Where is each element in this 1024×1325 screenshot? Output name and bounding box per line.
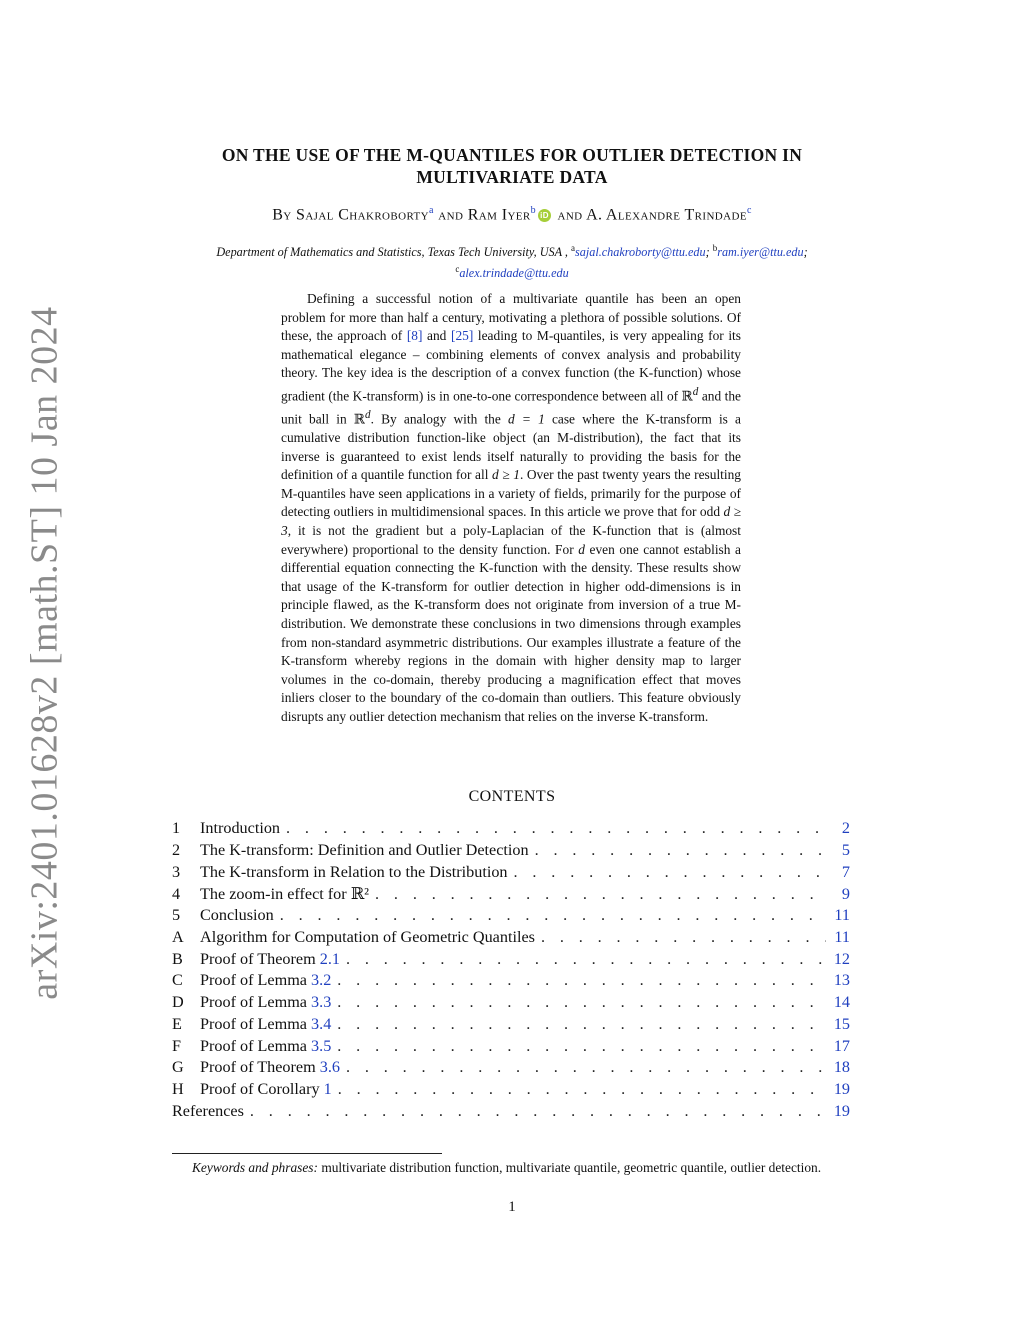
toc-page-link[interactable]: 9 xyxy=(841,885,850,904)
toc-number: A xyxy=(172,927,184,946)
author-chakroborty: Sajal Chakroborty xyxy=(296,206,430,224)
toc-label[interactable]: Algorithm for Computation of Geometric Quantiles xyxy=(200,927,535,946)
and-label: and xyxy=(557,206,583,224)
toc-entry[interactable] xyxy=(172,1058,850,1080)
toc-entry[interactable] xyxy=(172,1102,850,1124)
email-trindade[interactable]: alex.trindade@ttu.edu xyxy=(459,266,569,281)
math-d: d xyxy=(365,409,371,422)
toc-page-link[interactable]: 11 xyxy=(834,906,850,924)
toc-ref-link[interactable]: 3.3 xyxy=(311,993,332,1011)
toc-entry[interactable] xyxy=(172,819,850,841)
toc-leader-dots xyxy=(337,1037,826,1056)
citation-25[interactable]: [25] xyxy=(450,328,474,344)
arxiv-id: arXiv:2401.01628v2 [math.ST] 10 Jan 2024 xyxy=(24,305,66,1000)
toc-page-link[interactable]: 19 xyxy=(833,1101,850,1120)
toc-ref-link[interactable]: 3.5 xyxy=(311,1036,332,1055)
toc-number: 5 xyxy=(172,906,181,924)
email-chakroborty[interactable]: sajal.chakroborty@ttu.edu xyxy=(575,245,706,260)
affil-sup-a: a xyxy=(571,243,576,253)
toc-leader-dots xyxy=(337,971,826,990)
title-line-2: MULTIVARIATE DATA xyxy=(416,167,608,187)
math-d: d xyxy=(578,541,585,557)
citation-8[interactable]: [8] xyxy=(406,328,423,344)
arxiv-watermark xyxy=(14,305,76,1000)
toc-entry[interactable] xyxy=(172,950,850,972)
affil-marker-a[interactable]: a xyxy=(429,205,434,216)
abstract-text: . Over the past twenty years the resulting M-quantiles have seen applications in a variety of fields, primarily for the purpose of detecting outliers in multidimensional spaces. In this article we prove that for odd xyxy=(281,467,741,520)
toc-entry[interactable] xyxy=(172,928,850,950)
toc-label[interactable]: Proof of Lemma 3.2 xyxy=(200,971,332,990)
toc-number: 2 xyxy=(172,840,181,859)
toc-entry[interactable] xyxy=(172,906,850,928)
author-iyer: Ram Iyer xyxy=(467,206,531,224)
toc-entry[interactable] xyxy=(172,993,850,1015)
math-d-geq-3: d ≥ 3 xyxy=(281,504,741,539)
by-label: By xyxy=(272,206,292,224)
author-line xyxy=(160,205,864,224)
toc-leader-dots xyxy=(514,863,826,882)
toc-entry[interactable] xyxy=(172,841,850,863)
title-line-1: ON THE USE OF THE M-QUANTILES FOR OUTLIER DETECTION IN xyxy=(221,145,803,165)
keywords-label: Keywords and phrases: xyxy=(192,1160,318,1175)
affil-sup-b: b xyxy=(712,243,718,253)
toc-leader-dots xyxy=(535,841,826,860)
author-trindade: A. Alexandre Trindade xyxy=(586,206,747,224)
toc-label[interactable]: The K-transform: Definition and Outlier Detection xyxy=(200,840,529,859)
toc-label[interactable]: References xyxy=(172,1101,244,1120)
orcid-icon[interactable]: iD xyxy=(538,209,551,222)
toc-ref-link[interactable]: 3.4 xyxy=(311,1014,332,1033)
toc-ref-link[interactable]: 3.2 xyxy=(311,971,332,990)
toc-leader-dots xyxy=(541,928,826,947)
toc-page-link[interactable]: 15 xyxy=(833,1014,850,1033)
math-rd: ℝ xyxy=(681,388,693,404)
toc-leader-dots xyxy=(346,950,826,969)
toc-number: 3 xyxy=(172,862,181,881)
toc-label[interactable]: Conclusion xyxy=(200,906,274,924)
toc-label[interactable]: Proof of Corollary 1 xyxy=(200,1080,332,1098)
toc-leader-dots xyxy=(337,993,826,1012)
abstract-text: leading to M-quantiles, is very appealing for its mathematical elegance – combining elements of convex analysis and probability theory. The key idea is the description of a convex function (the K-function) whose gradient (the K-transform) is in one-to-one correspondence between all of xyxy=(281,328,741,404)
toc-entry[interactable] xyxy=(172,1015,850,1037)
toc-page-link[interactable]: 17 xyxy=(833,1036,850,1055)
toc-page-link[interactable]: 13 xyxy=(833,971,850,990)
toc-number: 4 xyxy=(172,885,181,904)
toc-entry[interactable] xyxy=(172,971,850,993)
email-iyer[interactable]: ram.iyer@ttu.edu xyxy=(717,245,804,260)
toc-label[interactable]: Proof of Theorem 3.6 xyxy=(200,1058,340,1077)
toc-leader-dots xyxy=(337,1015,826,1034)
toc-page-link[interactable]: 14 xyxy=(833,993,850,1011)
separator: ; xyxy=(803,245,808,260)
toc-label[interactable]: Introduction xyxy=(200,819,281,837)
math-d-eq-1: d = 1 xyxy=(507,411,545,427)
toc-leader-dots xyxy=(346,1058,826,1077)
toc-label[interactable]: Proof of Theorem 2.1 xyxy=(200,949,340,968)
toc-number: E xyxy=(172,1014,182,1033)
abstract-paragraph xyxy=(281,290,741,727)
abstract-text: and the unit ball in xyxy=(281,388,741,427)
affiliation xyxy=(172,240,852,282)
abstract-text: Defining a successful notion of a multivariate quantile has been an open problem for more than half a century, motivating a plethora of possible solutions. Of these, the approach of xyxy=(281,291,741,344)
abstract-text: , it is not the gradient but a poly-Laplacian of the K-function that is (almost everywhere) proportional to the density function. For xyxy=(281,523,741,557)
math-d: d xyxy=(692,385,699,398)
toc-page-link[interactable]: 2 xyxy=(841,819,850,837)
toc-number: D xyxy=(172,993,184,1011)
toc-label[interactable]: Proof of Lemma 3.3 xyxy=(200,993,332,1011)
math-d-geq-1: d ≥ 1 xyxy=(492,467,520,483)
affil-marker-c[interactable]: c xyxy=(746,205,752,216)
toc-number: C xyxy=(172,971,183,990)
toc-page-link[interactable]: 7 xyxy=(841,862,850,881)
toc-label[interactable]: The K-transform in Relation to the Distribution xyxy=(200,862,508,881)
page-number: 1 xyxy=(508,1199,516,1215)
abstract-text: even one cannot establish a differential equation connecting the K-function with the density. These results show that usage of the K-transform for outlier detection in higher odd-dimensions is in principle flawed, as the K-transform does not originate from inversion of a true M-distribution. We demonstrate these conclusions in two dimensions through examples from non-standard asymmetric distributions. Our examples illustrate a feature of the K-transform whereby regions in the domain with higher density map to larger volumes in the co-domain, thereby producing a magnification effect that moves inliers closer to the boundary of the co-domain than outliers. This feature obviously disrupts any outlier detection mechanism that relies on the inverse K-transform. xyxy=(281,541,741,724)
toc-leader-dots xyxy=(286,819,826,838)
toc-page-link[interactable]: 19 xyxy=(833,1080,850,1098)
affil-sup-c: c xyxy=(455,264,460,275)
toc-label[interactable]: Proof of Lemma 3.4 xyxy=(200,1014,332,1033)
toc-entry[interactable] xyxy=(172,884,850,906)
toc-leader-dots xyxy=(375,885,826,904)
footnote-rule xyxy=(172,1153,442,1154)
toc-ref-link[interactable]: 1 xyxy=(323,1080,332,1098)
separator: ; xyxy=(705,245,710,260)
abstract-text: . By analogy with the xyxy=(370,411,508,427)
toc-page-link[interactable]: 5 xyxy=(841,840,850,859)
math-rd: ℝ xyxy=(353,411,365,427)
abstract-text: and xyxy=(422,328,451,344)
toc-number: G xyxy=(172,1058,184,1077)
toc-label[interactable]: The zoom-in effect for ℝ² xyxy=(200,885,370,904)
toc-number: F xyxy=(172,1036,182,1055)
department: Department of Mathematics and Statistics, Texas Tech University, USA , xyxy=(216,245,568,260)
affil-marker-b[interactable]: b xyxy=(530,205,537,216)
contents-heading: CONTENTS xyxy=(468,788,556,805)
paper-title xyxy=(180,144,844,188)
toc-entry[interactable] xyxy=(172,863,850,885)
toc-number: B xyxy=(172,949,183,968)
toc-entry[interactable] xyxy=(172,1080,850,1102)
keywords-footnote xyxy=(172,1158,850,1177)
toc-ref-link[interactable]: 3.6 xyxy=(319,1058,340,1077)
toc-page-link[interactable]: 11 xyxy=(834,927,850,946)
toc-page-link[interactable]: 18 xyxy=(833,1058,850,1077)
table-of-contents xyxy=(172,819,850,1124)
toc-number: 1 xyxy=(172,819,181,837)
toc-leader-dots xyxy=(250,1102,826,1121)
toc-leader-dots xyxy=(280,906,826,925)
toc-ref-link[interactable]: 2.1 xyxy=(319,949,340,968)
abstract-text: case where the K-transform is a cumulative distribution function-like object (an M-distribution), the fact that its inverse is guaranteed to exist lends itself naturally to providing the basis for the definition of a quantile function for all xyxy=(281,411,741,483)
toc-label[interactable]: Proof of Lemma 3.5 xyxy=(200,1036,332,1055)
toc-entry[interactable] xyxy=(172,1037,850,1059)
toc-page-link[interactable]: 12 xyxy=(833,949,850,968)
keywords-text: multivariate distribution function, multivariate quantile, geometric quantile, outlier detection. xyxy=(317,1160,822,1175)
and-label: and xyxy=(438,206,464,224)
toc-number: H xyxy=(172,1080,184,1098)
abstract xyxy=(281,290,741,727)
toc-leader-dots xyxy=(338,1080,826,1099)
